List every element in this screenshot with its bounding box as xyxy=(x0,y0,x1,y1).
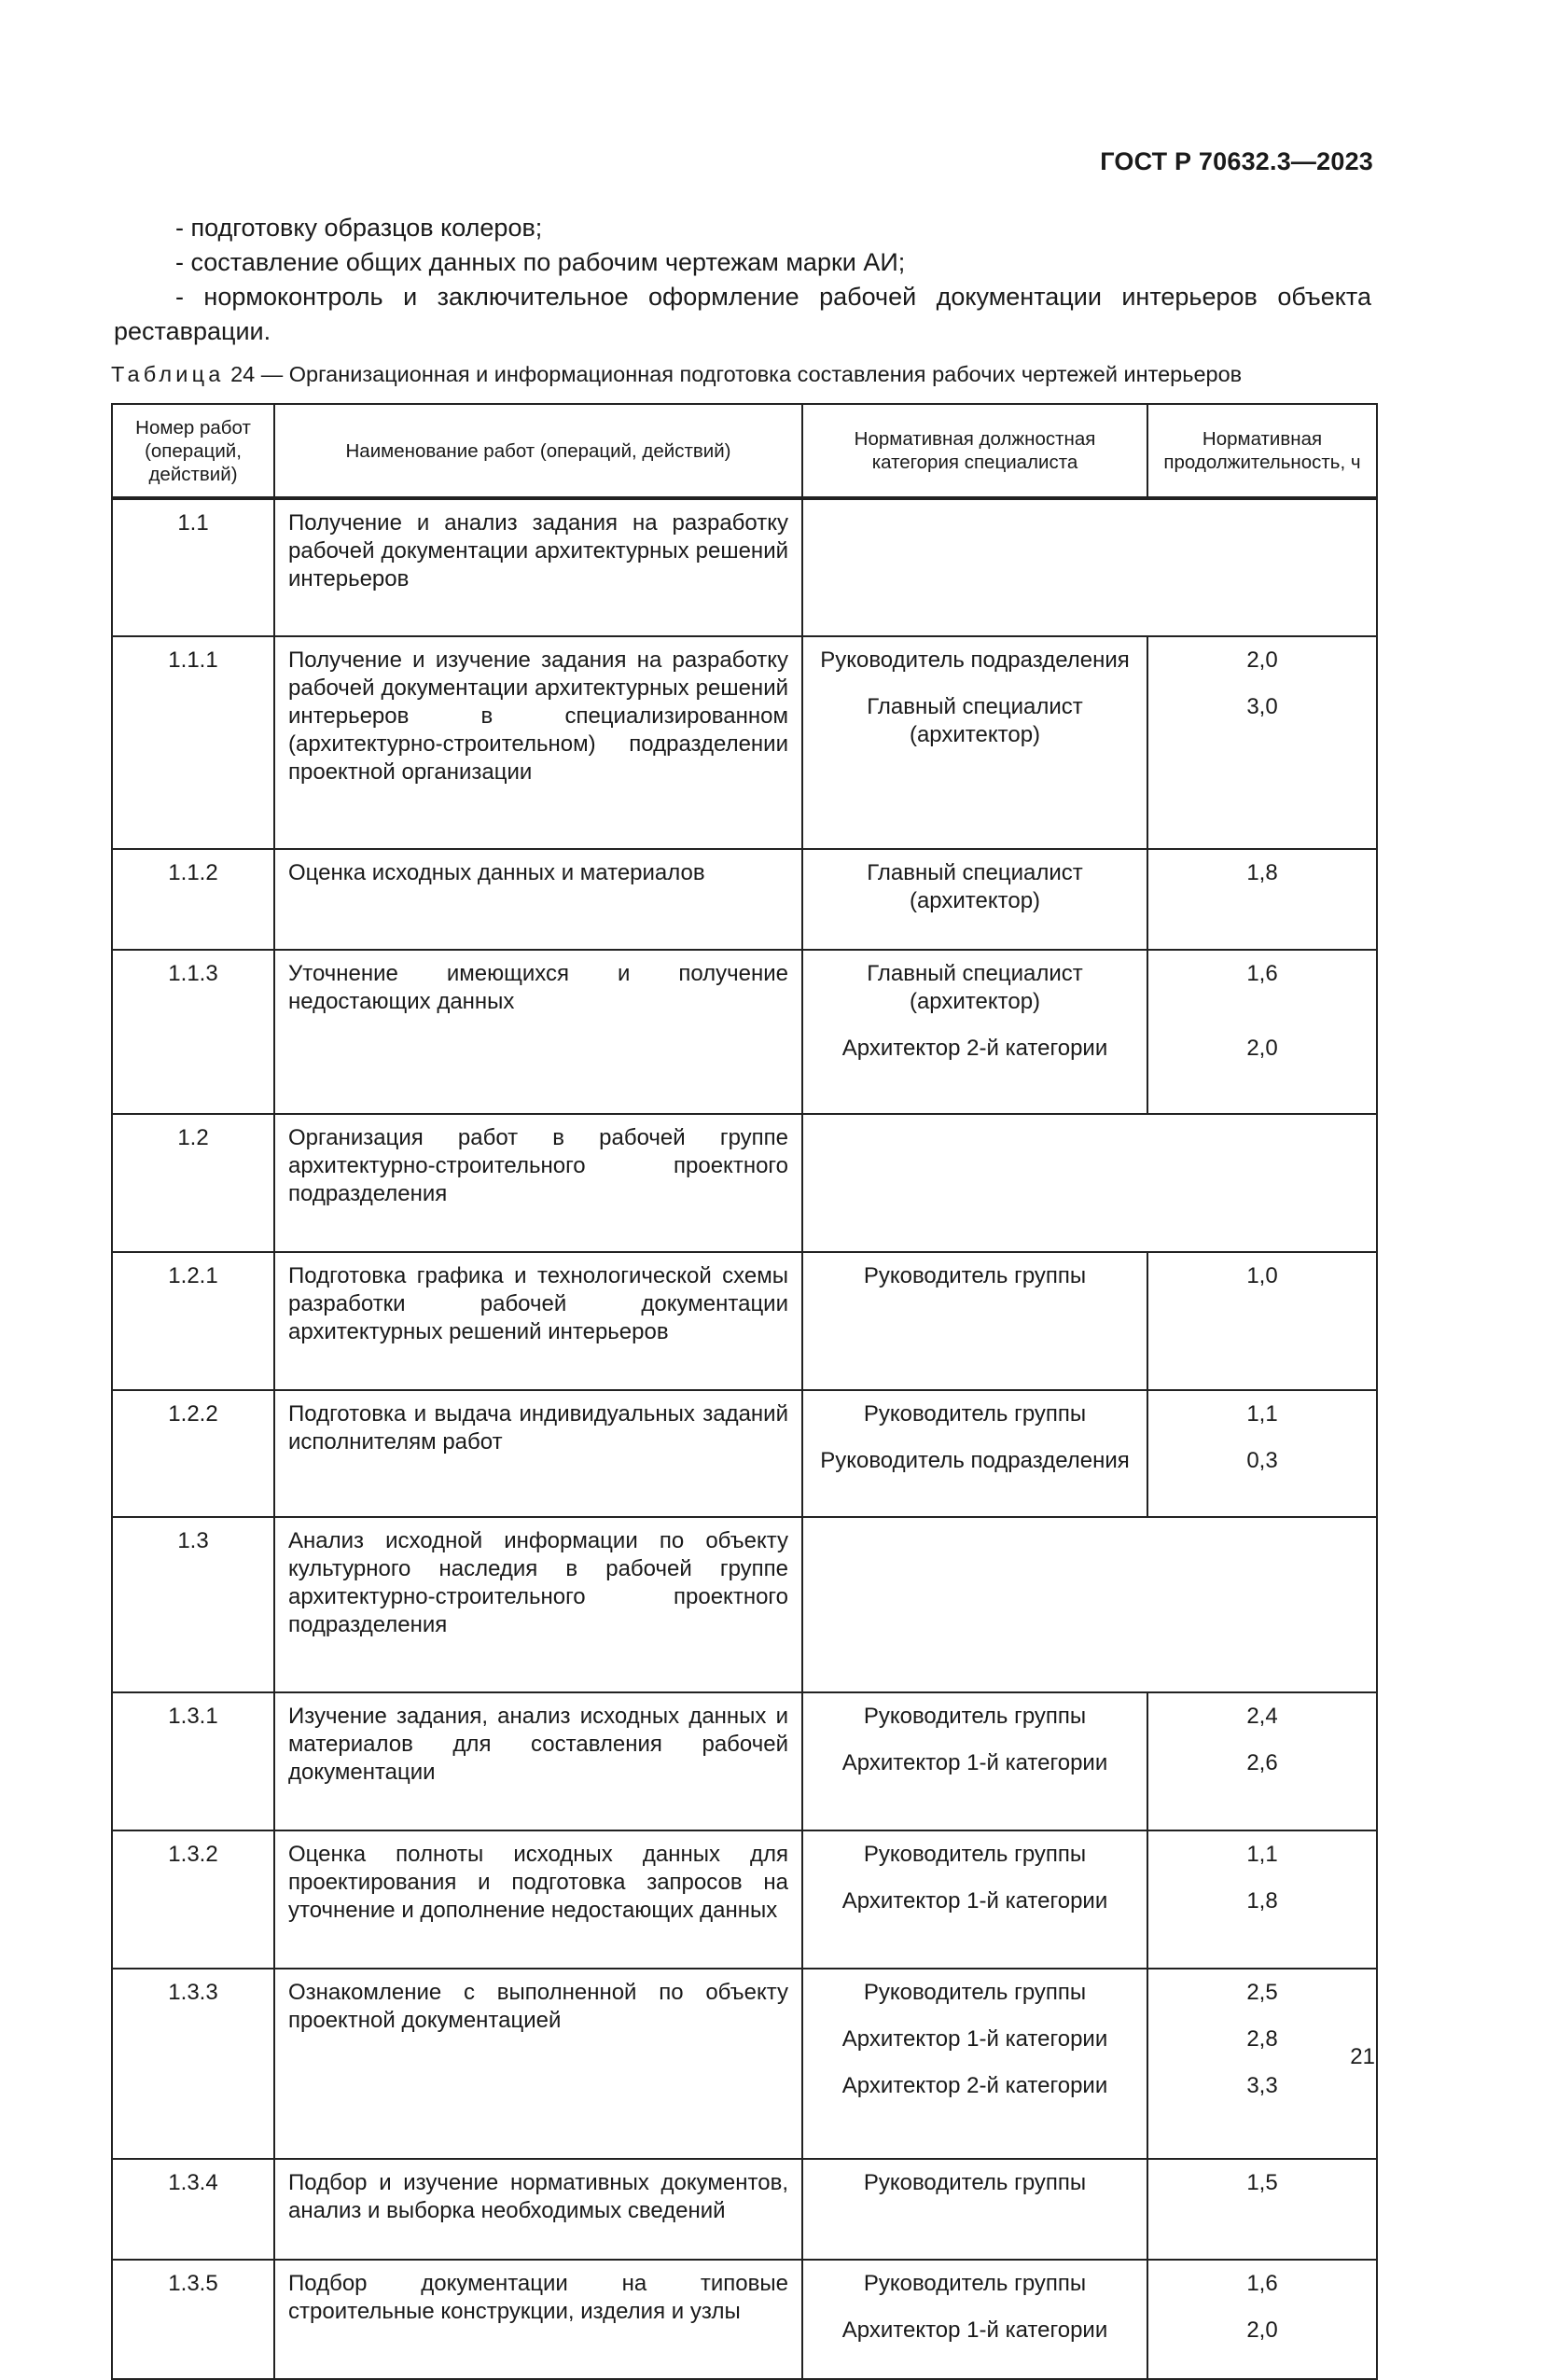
table-row xyxy=(112,636,1377,849)
work-name: Организация работ в рабочей группе архитектурно-строительного проектного подразделения xyxy=(274,1114,802,1252)
table-row xyxy=(112,1830,1377,1969)
specialist-category: Архитектор 2-й категории xyxy=(841,2073,1108,2098)
header-number: Номер работ (операций, действий) xyxy=(112,404,274,498)
specialist-category: Архитектор 1-й категории xyxy=(841,1750,1108,1775)
header-category: Нормативная должностная категория специалиста xyxy=(802,404,1147,498)
work-name: Подбор и изучение нормативных документов, анализ и выборка необходимых сведений xyxy=(274,2159,802,2260)
empty-cell xyxy=(802,1114,1377,1252)
duration-value: 1,6 xyxy=(1246,961,1278,986)
specialist-category-cell xyxy=(802,849,1147,950)
table-row xyxy=(112,2159,1377,2260)
table-caption xyxy=(111,362,1380,387)
intro-text xyxy=(114,211,1371,349)
work-name: Оценка полноты исходных данных для проектирования и подготовка запросов на уточнение и дополнение недостающих данных xyxy=(274,1830,802,1969)
work-name: Получение и анализ задания на разработку рабочей документации архитектурных решений интерьеров xyxy=(274,498,802,636)
specialist-category: Главный специалист (архитектор) xyxy=(867,961,1083,1014)
work-number: 1.1.1 xyxy=(112,636,274,849)
specialist-category: Главный специалист (архитектор) xyxy=(867,694,1083,747)
specialist-category: Руководитель группы xyxy=(863,1980,1087,2005)
work-number: 1.1 xyxy=(112,498,274,636)
table-row xyxy=(112,950,1377,1114)
specialist-category-cell xyxy=(802,2260,1147,2379)
work-name: Уточнение имеющихся и получение недостающих данных xyxy=(274,950,802,1114)
work-number: 1.3.4 xyxy=(112,2159,274,2260)
duration-value: 3,0 xyxy=(1246,694,1278,719)
duration-value: 2,0 xyxy=(1246,1036,1278,1061)
work-number: 1.3 xyxy=(112,1517,274,1692)
specialist-category: Руководитель группы xyxy=(863,1401,1087,1427)
table-body xyxy=(112,498,1377,2379)
table-row xyxy=(112,1517,1377,1692)
specialist-category-cell xyxy=(802,1969,1147,2159)
empty-cell xyxy=(802,498,1377,636)
work-number: 1.3.1 xyxy=(112,1692,274,1830)
specialist-category: Архитектор 2-й категории xyxy=(841,1036,1108,1061)
duration-cell xyxy=(1147,950,1377,1114)
specialist-category-cell xyxy=(802,2159,1147,2260)
intro-line: - подготовку образцов колеров; xyxy=(175,214,543,242)
work-number: 1.2.2 xyxy=(112,1390,274,1517)
work-name: Анализ исходной информации по объекту культурного наследия в рабочей группе архитектурно-строительного проектного подразделения xyxy=(274,1517,802,1692)
work-name: Оценка исходных данных и материалов xyxy=(274,849,802,950)
duration-cell xyxy=(1147,636,1377,849)
specialist-category: Руководитель подразделения xyxy=(820,647,1130,673)
specialist-category: Архитектор 1-й категории xyxy=(841,2317,1108,2343)
work-number: 1.3.3 xyxy=(112,1969,274,2159)
specialist-category: Главный специалист (архитектор) xyxy=(867,860,1083,913)
duration-cell xyxy=(1147,1252,1377,1390)
specialist-category-cell xyxy=(802,950,1147,1114)
duration-value: 1,8 xyxy=(1246,860,1278,885)
duration-value: 1,6 xyxy=(1246,2271,1278,2296)
duration-value: 2,6 xyxy=(1246,1750,1278,1775)
work-name: Подготовка графика и технологической схемы разработки рабочей документации архитектурных решений интерьеров xyxy=(274,1252,802,1390)
table-row xyxy=(112,1114,1377,1252)
work-name: Изучение задания, анализ исходных данных и материалов для составления рабочей документации xyxy=(274,1692,802,1830)
work-name: Получение и изучение задания на разработку рабочей документации архитектурных решений интерьеров в специализированном (архитектурно-строительном) подразделении проектной организации xyxy=(274,636,802,849)
table-header-row xyxy=(112,404,1377,498)
duration-value: 1,1 xyxy=(1246,1401,1278,1427)
work-name: Подбор документации на типовые строительные конструкции, изделия и узлы xyxy=(274,2260,802,2379)
table-caption-word: Таблица xyxy=(111,362,225,386)
specialist-category: Руководитель группы xyxy=(863,2271,1087,2296)
work-number: 1.1.3 xyxy=(112,950,274,1114)
specialist-category: Руководитель подразделения xyxy=(820,1448,1130,1473)
empty-cell xyxy=(802,1517,1377,1692)
table-row xyxy=(112,2260,1377,2379)
work-norms-table xyxy=(111,403,1378,2380)
table-row xyxy=(112,498,1377,636)
work-name: Подготовка и выдача индивидуальных заданий исполнителям работ xyxy=(274,1390,802,1517)
specialist-category-cell xyxy=(802,1830,1147,1969)
specialist-category: Руководитель группы xyxy=(863,1842,1087,1867)
specialist-category: Архитектор 1-й категории xyxy=(841,1888,1108,1914)
document-header: ГОСТ Р 70632.3—2023 xyxy=(1100,147,1373,175)
table-row xyxy=(112,849,1377,950)
specialist-category: Архитектор 1-й категории xyxy=(841,2026,1108,2052)
duration-cell xyxy=(1147,1692,1377,1830)
specialist-category-cell xyxy=(802,1252,1147,1390)
work-name: Ознакомление с выполненной по объекту проектной документацией xyxy=(274,1969,802,2159)
duration-cell xyxy=(1147,1390,1377,1517)
table-row xyxy=(112,1969,1377,2159)
duration-value: 2,0 xyxy=(1246,647,1278,673)
duration-value: 2,8 xyxy=(1246,2026,1278,2052)
duration-cell xyxy=(1147,2260,1377,2379)
intro-line: - составление общих данных по рабочим чертежам марки АИ; xyxy=(175,248,906,276)
duration-value: 2,0 xyxy=(1246,2317,1278,2343)
duration-cell xyxy=(1147,2159,1377,2260)
duration-value: 0,3 xyxy=(1246,1448,1278,1473)
intro-line: - нормоконтроль и заключительное оформление рабочей документации интерьеров объекта реставрации. xyxy=(114,283,1371,345)
specialist-category: Руководитель группы xyxy=(863,1704,1087,1729)
page-number: 21 xyxy=(1350,2044,1375,2069)
duration-value: 1,8 xyxy=(1246,1888,1278,1914)
table-row xyxy=(112,1390,1377,1517)
specialist-category: Руководитель группы xyxy=(863,1263,1087,1288)
duration-value: 2,5 xyxy=(1246,1980,1278,2005)
header-duration: Нормативная продолжительность, ч xyxy=(1147,404,1377,498)
duration-value: 1,0 xyxy=(1246,1263,1278,1288)
duration-cell xyxy=(1147,1969,1377,2159)
work-number: 1.3.5 xyxy=(112,2260,274,2379)
work-number: 1.1.2 xyxy=(112,849,274,950)
table-row xyxy=(112,1692,1377,1830)
duration-value: 1,5 xyxy=(1246,2170,1278,2195)
work-number: 1.3.2 xyxy=(112,1830,274,1969)
table-caption-text: 24 — Организационная и информационная подготовка составления рабочих чертежей интерьеров xyxy=(230,362,1243,386)
duration-value: 1,1 xyxy=(1246,1842,1278,1867)
specialist-category-cell xyxy=(802,1692,1147,1830)
duration-value: 2,4 xyxy=(1246,1704,1278,1729)
work-number: 1.2 xyxy=(112,1114,274,1252)
specialist-category-cell xyxy=(802,636,1147,849)
table-row xyxy=(112,1252,1377,1390)
duration-cell xyxy=(1147,1830,1377,1969)
header-name: Наименование работ (операций, действий) xyxy=(274,404,802,498)
duration-cell xyxy=(1147,849,1377,950)
specialist-category: Руководитель группы xyxy=(863,2170,1087,2195)
duration-value: 3,3 xyxy=(1246,2073,1278,2098)
work-number: 1.2.1 xyxy=(112,1252,274,1390)
specialist-category-cell xyxy=(802,1390,1147,1517)
